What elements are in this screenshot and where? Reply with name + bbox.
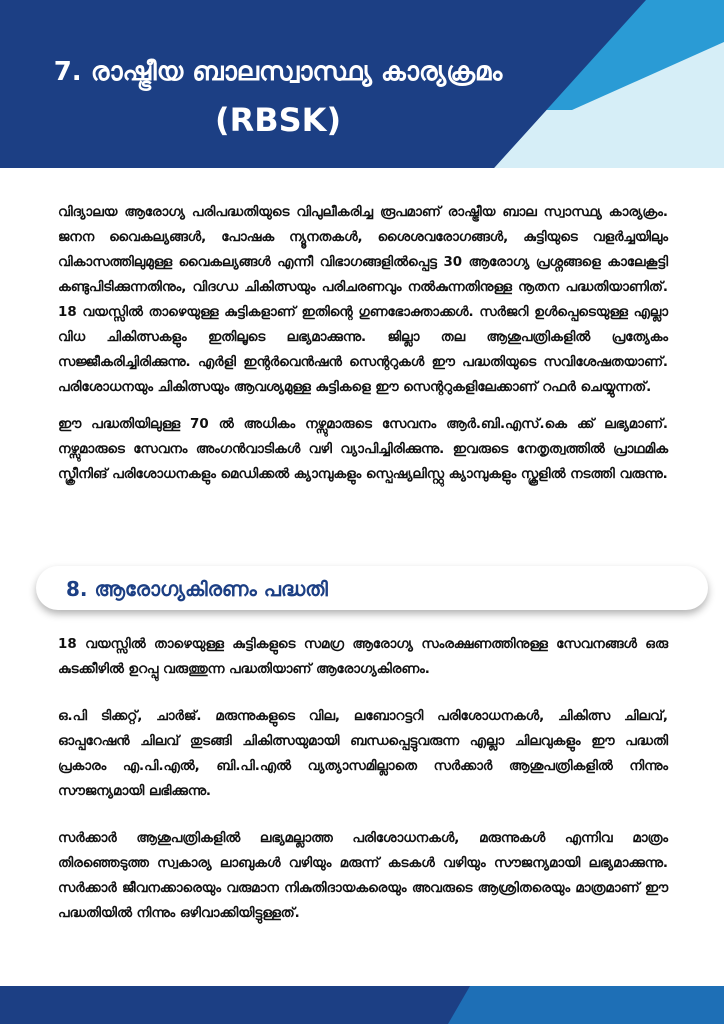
footer-bar [0,986,724,1024]
page-title-line-2: (RBSK) [214,101,342,139]
page-title-line-1: 7. രാഷ്ട്രീയ ബാലസ്വാസ്ഥ്യ കാര്യക്രമം [53,57,503,87]
section-8-title: 8. ആരോഗ്യകിരണം പദ്ധതി [66,577,328,601]
section-8-heading-pill [36,566,708,610]
section-7-paragraph-1: വിദ്യാലയ ആരോഗ്യ പരിപദ്ധതിയുടെ വിപുലീകരിച്ച രൂപമാണ് രാഷ്ട്രീയ ബാല സ്വാസ്ഥ്യ കാര്യക്രം. ജനന വൈകല്യങ്ങൾ, പോഷക ന്യൂനതകൾ, ശൈശവരോഗങ്ങൾ, കുട്ടിയുടെ വളർച്ചയിലും വികാസത്തിലുമുള്ള വൈകല്യങ്ങൾ എന്നീ വിഭാഗങ്ങളിൽപ്പെട്ട 30 ആരോഗ്യ പ്രശ്നങ്ങളെ കാലേകൂട്ടി കണ്ടുപിടിക്കുന്നതിനും, വിദഗ്ധ ചികിത്സയും പരിചരണവും നൽകുന്നതിനുള്ള നൂതന പദ്ധതിയാണിത്. 18 വയസ്സിൽ താഴെയുള്ള കുട്ടികളാണ് ഇതിന്റെ ഗുണഭോക്താക്കൾ. സർജറി ഉൾപ്പെടെയുള്ള എല്ലാ വിധ ചികിത്സകളും ഇതിലൂടെ ലഭ്യമാക്കുന്നു. ജില്ലാ തല ആശുപത്രികളിൽ പ്രത്യേകം സജ്ജീകരിച്ചിരിക്കുന്നു. എർളി ഇന്റർവെൻഷൻ സെന്ററുകൾ ഈ പദ്ധതിയുടെ സവിശേഷതയാണ്. പരിശോധനയും ചികിത്സയും ആവശ്യമുള്ള കുട്ടികളെ ഈ സെന്ററുകളിലേക്കാണ് റഫർ ചെയ്യുന്നത്. [58,205,668,395]
section-7-body [58,200,668,499]
section-7-paragraph-2: ഈ പദ്ധതിയിലുള്ള 70 ൽ അധികം നഴ്സുമാരുടെ സേവനം ആർ.ബി.എസ്.കെ ക്ക് ലഭ്യമാണ്. നഴ്സുമാരുടെ സേവനം അംഗൻവാടികൾ വഴി വ്യാപിച്ചിരിക്കുന്നു. ഇവരുടെ നേതൃത്വത്തിൽ പ്രാഥമിക സ്ക്രീനിങ് പരിശോധനകളും മെഡിക്കൽ ക്യാമ്പുകളും സ്പെഷ്യലിസ്റ്റു ക്യാമ്പുകളും സ്കൂളിൽ നടത്തി വരുന്നു. [58,417,668,482]
section-8-paragraph-3: സർക്കാർ ആശുപത്രികളിൽ ലഭ്യമല്ലാത്ത പരിശോധനകൾ, മരുന്നുകൾ എന്നിവ മാത്രം തിരഞ്ഞെടുത്ത സ്വകാര്യ ലാബുകൾ വഴിയും മരുന്ന് കടകൾ വഴിയും സൗജന്യമായി ലഭ്യമാക്കുന്നു. സർക്കാർ ജീവനക്കാരെയും വരുമാന നികുതിദായകരെയും അവരുടെ ആശ്രിതരെയും മാത്രമാണ് ഈ പദ്ധതിയിൽ നിന്നും ഒഴിവാക്കിയിട്ടുള്ളത്. [58,831,668,921]
section-8-paragraph-2: ഒ.പി ടിക്കറ്റ്, ചാർജ്. മരുന്നുകളുടെ വില, ലബോറട്ടറി പരിശോധനകൾ, ചികിത്സ ചിലവ്, ഓപ്പറേഷൻ ചിലവ് തുടങ്ങി ചികിത്സയുമായി ബന്ധപ്പെട്ടുവരുന്ന എല്ലാ ചിലവുകളും ഈ പദ്ധതി പ്രകാരം എ.പി.എൽ, ബി.പി.എൽ വ്യത്യാസമില്ലാതെ സർക്കാർ ആശുപത്രികളിൽ നിന്നും സൗജന്യമായി ലഭിക്കുന്നു. [58,709,668,799]
section-8-body [58,632,668,948]
footer-blue-band [448,986,724,1024]
page-title [18,48,538,144]
section-8-paragraph-1: 18 വയസ്സിൽ താഴെയുള്ള കുട്ടികളുടെ സമഗ്ര ആരോഗ്യ സംരക്ഷണത്തിനുള്ള സേവനങ്ങൾ ഒരു കുടക്കീഴിൽ ഉറപ്പു വരുത്തുന്ന പദ്ധതിയാണ് ആരോഗ്യകിരണം. [58,637,668,677]
page-header [0,0,724,168]
